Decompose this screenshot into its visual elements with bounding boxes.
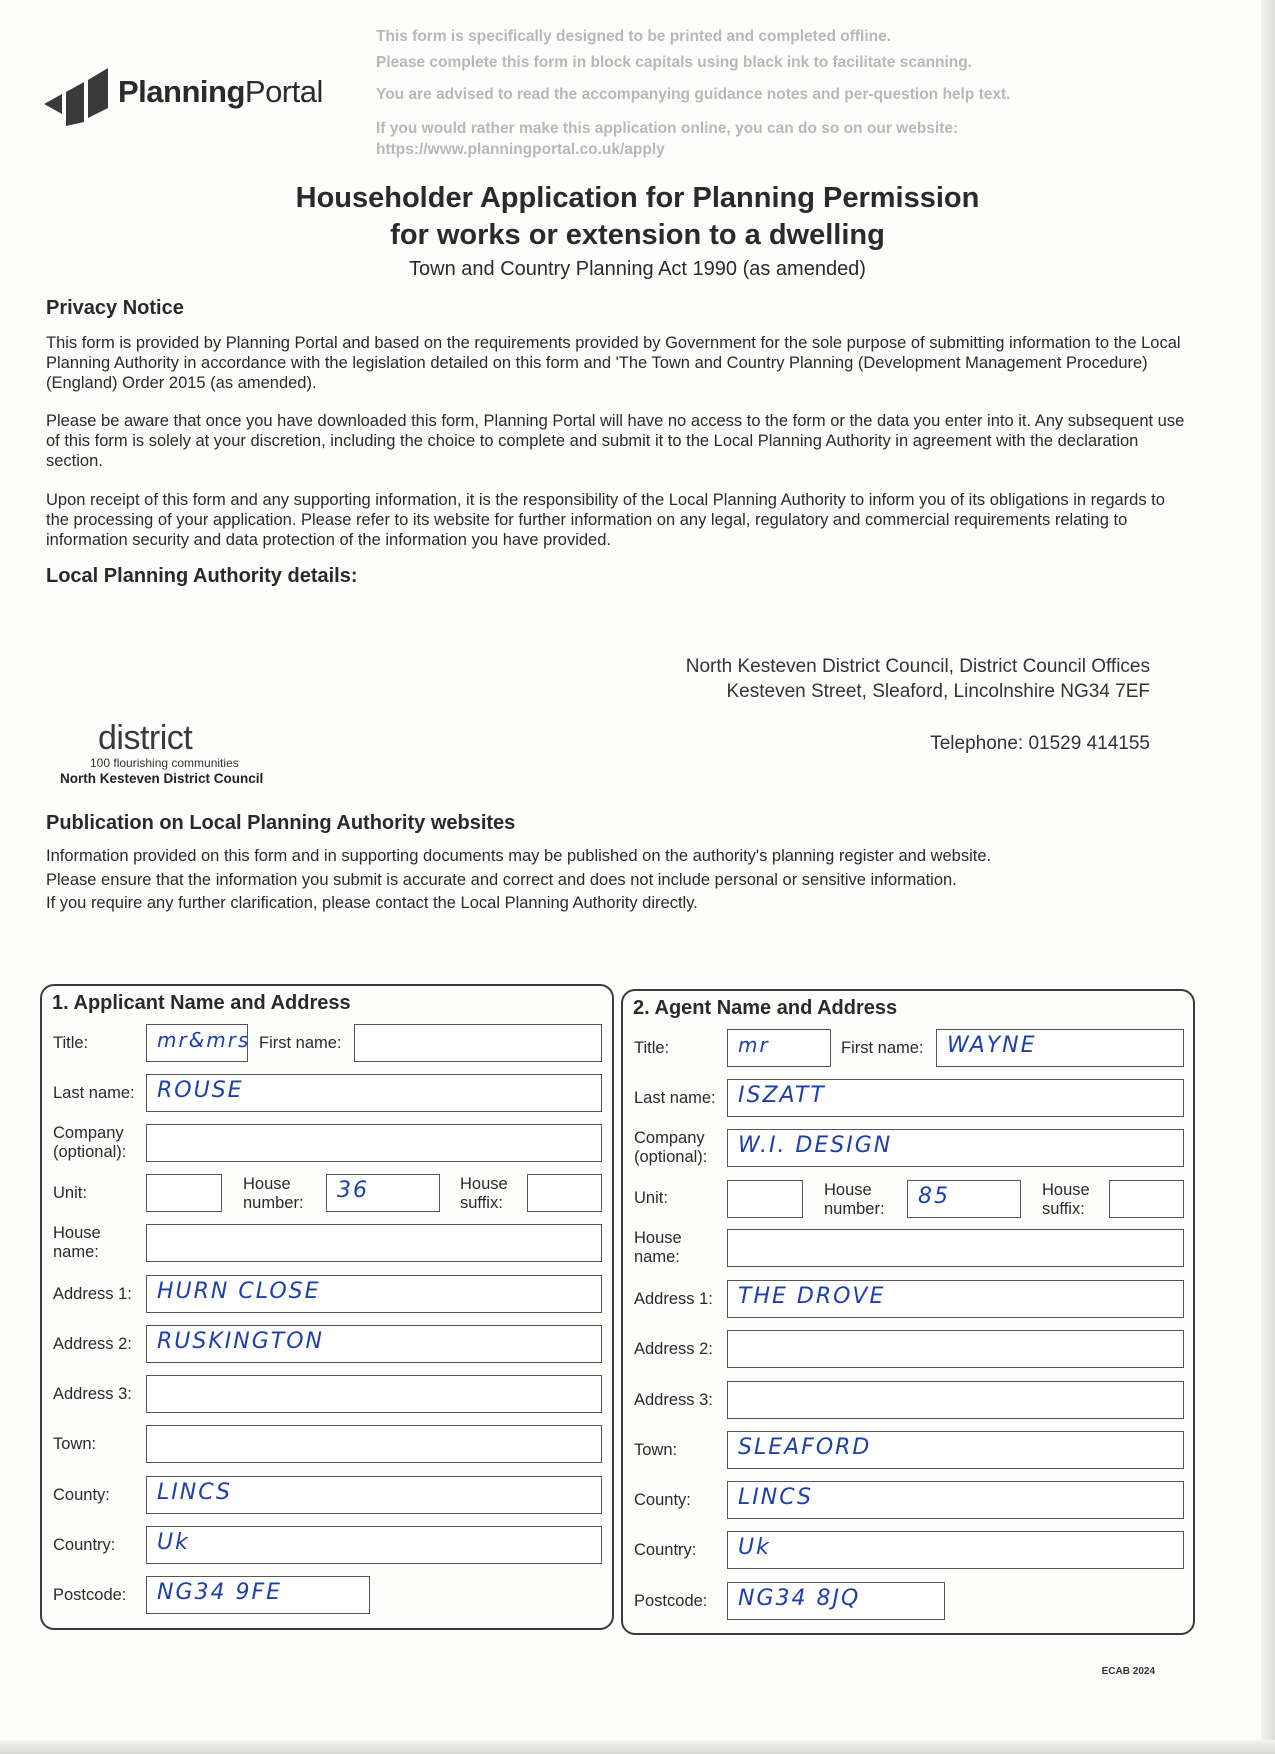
agent-county-label: County:	[634, 1491, 691, 1509]
agent-house-suffix-field[interactable]	[1109, 1180, 1184, 1218]
scan-edge-bottom	[0, 1740, 1275, 1754]
applicant-address-3-label: Address 3:	[53, 1385, 132, 1403]
agent-unit-label: Unit:	[634, 1189, 668, 1207]
applicant-address-3-field[interactable]	[146, 1375, 602, 1413]
applicant-house-name-field[interactable]	[146, 1224, 602, 1262]
applicant-company-field[interactable]	[146, 1124, 602, 1162]
agent-address-1-label: Address 1:	[634, 1290, 713, 1308]
nk-logo-name: North Kesteven District Council	[60, 771, 264, 786]
form-subtitle: Town and Country Planning Act 1990 (as amended)	[409, 258, 866, 280]
lpa-heading: Local Planning Authority details:	[46, 565, 358, 587]
agent-title-label: Title:	[634, 1039, 670, 1057]
applicant-address-1-label: Address 1:	[53, 1285, 132, 1303]
lpa-telephone: Telephone: 01529 414155	[930, 733, 1150, 754]
form-title-line-1: Householder Application for Planning Permission	[295, 182, 980, 214]
planning-portal-logo-text: PlanningPortal	[118, 74, 323, 109]
agent-house-name-label: House name:	[634, 1229, 682, 1266]
lpa-address-1: North Kesteven District Council, District Council Offices	[685, 656, 1150, 677]
agent-address-3-field[interactable]	[727, 1381, 1184, 1419]
applicant-address-1-field[interactable]: HURN CLOSE	[146, 1275, 602, 1313]
agent-country-field[interactable]: Uk	[727, 1531, 1184, 1569]
form-title-line-2: for works or extension to a dwelling	[390, 219, 885, 251]
privacy-paragraph-1: This form is provided by Planning Portal and based on the requirements provided by Government for the sole purpose of submitting information to the Local Planning Authority in accordance with the legislation detailed on this form and 'The Town and Country Planning (Development Management Procedure) (England) Order 2015 (as amended).	[46, 334, 1181, 392]
applicant-address-2-field[interactable]: RUSKINGTON	[146, 1325, 602, 1363]
notice-line-4: If you would rather make this application online, you can do so on our website:	[376, 120, 959, 137]
applicant-unit-label: Unit:	[53, 1184, 87, 1202]
privacy-paragraph-3: Upon receipt of this form and any supporting information, it is the responsibility of the Local Planning Authority to inform you of its obligations in regards to the processing of your application. Please refer to its website for further information on any legal, regulatory and commercial requirements relating to information security and data protection of the information you have provided.	[46, 491, 1165, 549]
applicant-house-name-label: House name:	[53, 1224, 101, 1261]
agent-last-name-label: Last name:	[634, 1089, 716, 1107]
applicant-address-2-label: Address 2:	[53, 1335, 132, 1353]
agent-county-field[interactable]: LINCS	[727, 1481, 1184, 1519]
applicant-title-field[interactable]: mr&mrs	[146, 1024, 248, 1062]
publication-line-3: If you require any further clarification, please contact the Local Planning Authority directly.	[46, 894, 698, 912]
applicant-first-name-label: First name:	[259, 1034, 342, 1052]
agent-company-label: Company (optional):	[634, 1129, 708, 1166]
applicant-town-field[interactable]	[146, 1425, 602, 1463]
privacy-paragraph-2: Please be aware that once you have downloaded this form, Planning Portal will have no access to the form or the data you enter into it. Any subsequent use of this form is solely at your discretion, including the choice to complete and submit it to the Local Planning Authority in agreement with the declaration section.	[46, 412, 1185, 470]
nk-logo-word: district	[98, 719, 193, 757]
applicant-last-name-label: Last name:	[53, 1084, 135, 1102]
agent-house-number-field[interactable]: 85	[907, 1180, 1021, 1218]
agent-first-name-label: First name:	[841, 1039, 924, 1057]
applicant-heading: 1. Applicant Name and Address	[52, 992, 351, 1014]
applicant-postcode-label: Postcode:	[53, 1586, 127, 1604]
agent-address-2-label: Address 2:	[634, 1340, 713, 1358]
agent-country-label: Country:	[634, 1541, 697, 1559]
agent-first-name-field[interactable]: WAYNE	[936, 1029, 1184, 1067]
applicant-house-suffix-field[interactable]	[527, 1174, 602, 1212]
applicant-country-label: Country:	[53, 1536, 116, 1554]
planning-portal-logo-icon	[44, 64, 112, 126]
publication-heading: Publication on Local Planning Authority websites	[46, 812, 516, 834]
agent-town-field[interactable]: SLEAFORD	[727, 1431, 1184, 1469]
notice-line-2: Please complete this form in block capitals using black ink to facilitate scanning.	[376, 54, 973, 71]
applicant-unit-field[interactable]	[146, 1174, 222, 1212]
agent-town-label: Town:	[634, 1441, 678, 1459]
privacy-heading: Privacy Notice	[46, 297, 184, 319]
agent-last-name-field[interactable]: ISZATT	[727, 1079, 1184, 1117]
lpa-address-2: Kesteven Street, Sleaford, Lincolnshire NG34 7EF	[726, 681, 1150, 702]
applicant-house-number-label: House number:	[243, 1175, 304, 1212]
form-code: ECAB 2024	[1101, 1666, 1155, 1677]
applicant-country-field[interactable]: Uk	[146, 1526, 602, 1564]
publication-line-1: Information provided on this form and in supporting documents may be published on the authority's planning register and website.	[46, 847, 992, 865]
agent-company-field[interactable]: W.I. DESIGN	[727, 1129, 1184, 1167]
agent-title-field[interactable]: mr	[727, 1029, 831, 1067]
applicant-postcode-field[interactable]: NG34 9FE	[146, 1576, 370, 1614]
notice-line-1: This form is specifically designed to be printed and completed offline.	[376, 28, 892, 45]
agent-address-2-field[interactable]	[727, 1330, 1184, 1368]
applicant-company-label: Company (optional):	[53, 1124, 127, 1161]
agent-heading: 2. Agent Name and Address	[633, 997, 898, 1019]
agent-unit-field[interactable]	[727, 1180, 803, 1218]
notice-line-5: https://www.planningportal.co.uk/apply	[376, 141, 665, 158]
agent-house-suffix-label: House suffix:	[1042, 1181, 1090, 1218]
applicant-county-field[interactable]: LINCS	[146, 1476, 602, 1514]
agent-postcode-field[interactable]: NG34 8JQ	[727, 1582, 945, 1620]
applicant-first-name-field[interactable]	[354, 1024, 602, 1062]
applicant-county-label: County:	[53, 1486, 110, 1504]
applicant-house-suffix-label: House suffix:	[460, 1175, 508, 1212]
publication-line-2: Please ensure that the information you submit is accurate and correct and does not include personal or sensitive information.	[46, 871, 957, 889]
agent-postcode-label: Postcode:	[634, 1592, 708, 1610]
agent-address-1-field[interactable]: THE DROVE	[727, 1280, 1184, 1318]
notice-line-3: You are advised to read the accompanying guidance notes and per-question help text.	[376, 86, 1011, 103]
applicant-title-label: Title:	[53, 1034, 89, 1052]
agent-house-number-label: House number:	[824, 1181, 885, 1218]
agent-house-name-field[interactable]	[727, 1229, 1184, 1267]
nk-logo-tagline: 100 flourishing communities	[90, 756, 239, 770]
agent-address-3-label: Address 3:	[634, 1391, 713, 1409]
applicant-town-label: Town:	[53, 1435, 97, 1453]
applicant-house-number-field[interactable]: 36	[326, 1174, 440, 1212]
applicant-last-name-field[interactable]: ROUSE	[146, 1074, 602, 1112]
